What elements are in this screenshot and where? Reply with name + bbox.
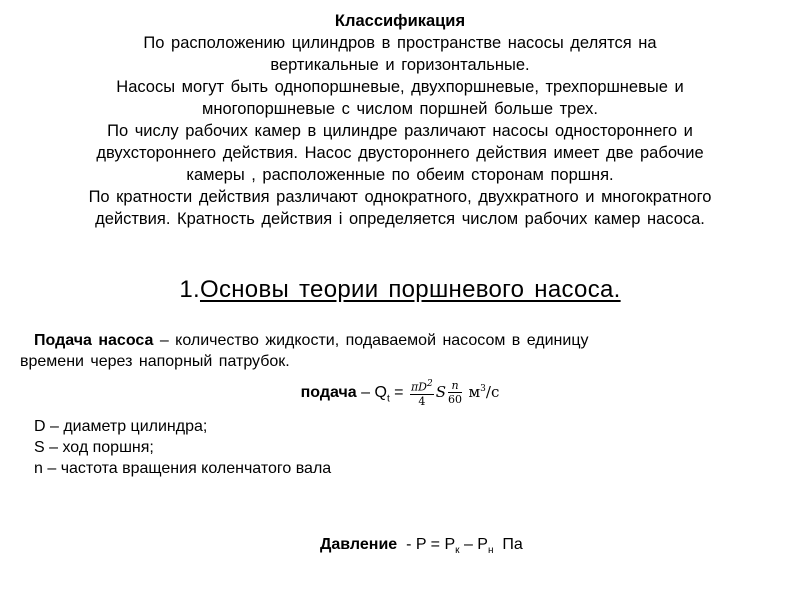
variables-list <box>34 416 331 479</box>
definition-term: Подача насоса <box>34 332 154 349</box>
stroke-symbol: S <box>435 383 447 402</box>
classification-block <box>0 10 800 230</box>
classification-line: По числу рабочих камер в цилиндре различают насосы одностороннего и <box>107 122 693 140</box>
classification-line: Насосы могут быть однопоршневые, двухпоршневые, трехпоршневые и <box>116 78 684 96</box>
classification-line: многопоршневые с числом поршней больше трех. <box>202 100 598 118</box>
classification-line: камеры , расположенные по обеим сторонам поршня. <box>186 166 614 184</box>
definition-text: времени через напорный патрубок. <box>20 353 290 370</box>
definition-text: – количество жидкости, подаваемой насосом в единицу <box>153 332 589 349</box>
classification-line: действия. Кратность действия i определяется числом рабочих камер насоса. <box>95 210 705 228</box>
classification-line: вертикальные и горизонтальные. <box>270 56 530 74</box>
classification-line: двухстороннего действия. Насос двустороннего действия имеет две рабочие <box>96 144 704 162</box>
classification-line: По расположению цилиндров в пространстве насосы делятся на <box>143 34 657 52</box>
fraction-area: $\frac{\pi D^2}{4}$ <box>410 379 433 408</box>
fraction-rpm: $\frac{n}{60}$ <box>448 379 463 407</box>
section-heading <box>0 276 800 304</box>
variable-item: D – диаметр цилиндра; <box>34 418 208 435</box>
variable-item: n – частота вращения коленчатого вала <box>34 460 332 477</box>
section-title: Основы теории поршневого насоса. <box>199 276 621 303</box>
formula-unit: $м^3/с$ <box>468 383 500 402</box>
definition-paragraph <box>20 330 760 372</box>
classification-title: Классификация <box>334 12 466 30</box>
classification-line: По кратности действия различают однократного, двухкратного и многократного <box>88 188 712 206</box>
variable-item: S – ход поршня; <box>34 439 154 456</box>
formula-label: подача <box>300 384 357 402</box>
pressure-label: Давление <box>320 536 398 553</box>
pressure-formula: Давление - $P = P_к - P_н$ Па <box>320 536 523 557</box>
flow-formula: подача – $Q_t$ = $\frac{\pi D^2}{4}$ S $\frac{n}{60}$ $м^3/с$ <box>300 379 500 408</box>
section-number: 1. <box>179 276 200 303</box>
